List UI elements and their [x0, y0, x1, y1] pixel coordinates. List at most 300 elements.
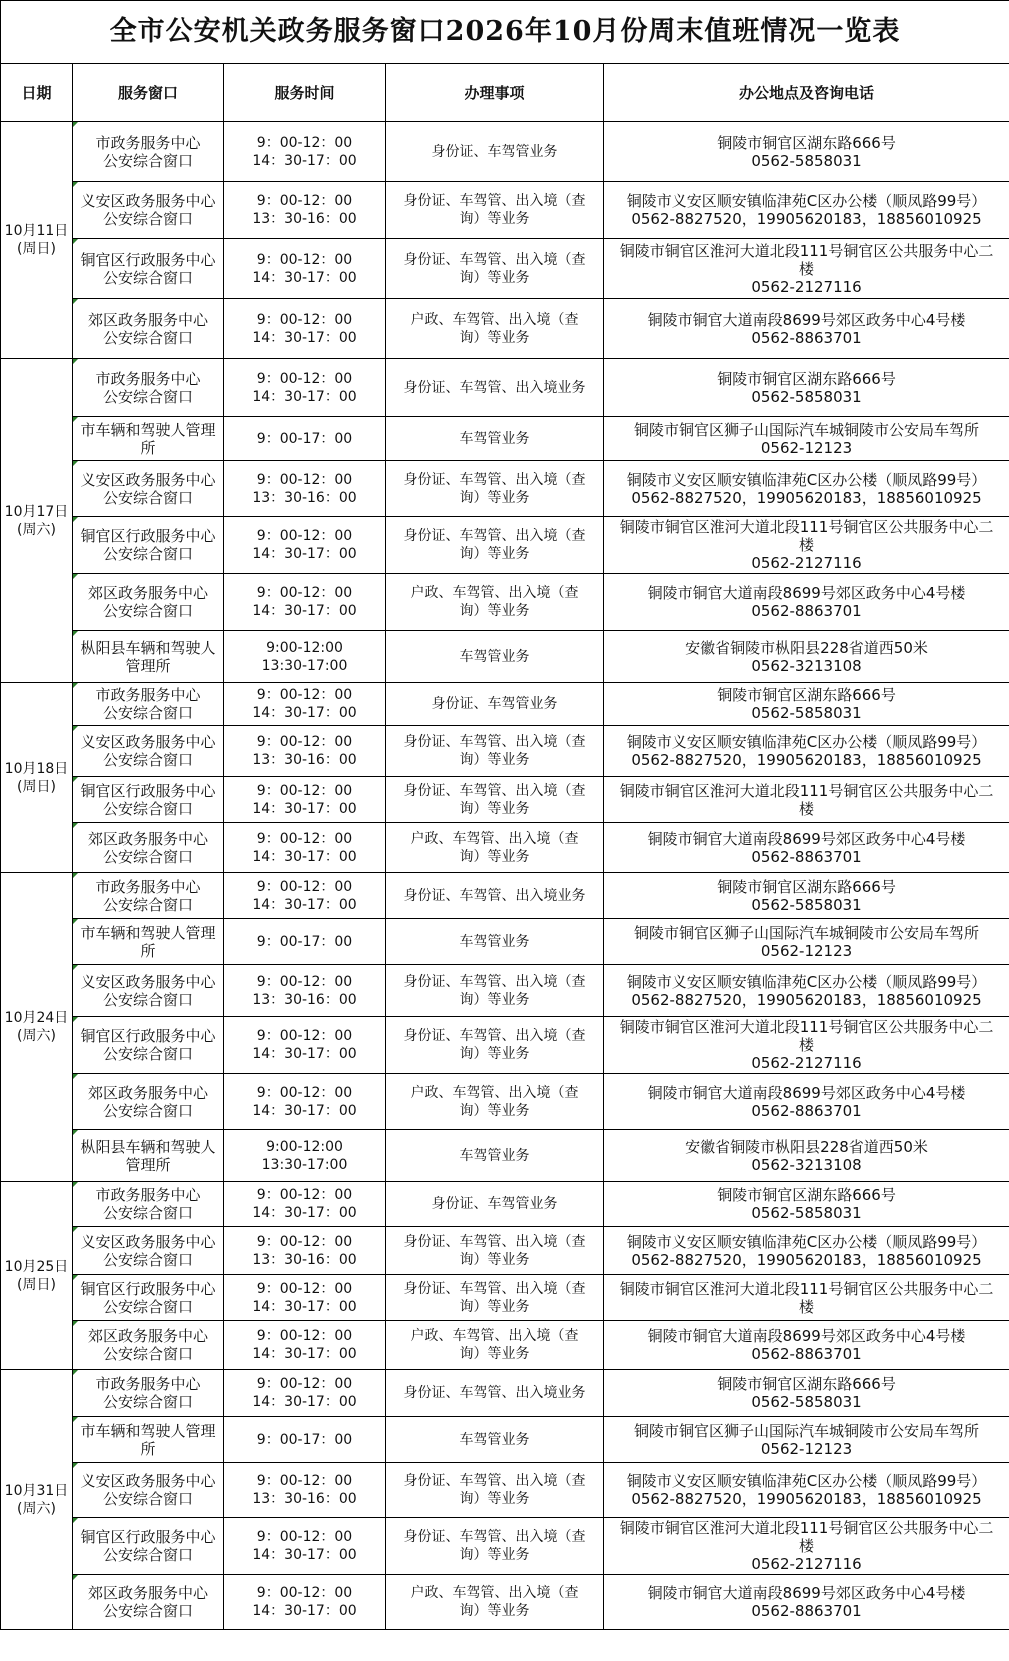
location-line: 铜陵市铜官大道南段8699号郊区政务中心4号楼: [647, 310, 966, 329]
time-line: 14：30-17：00: [252, 705, 357, 721]
date-cell: [1, 1370, 73, 1630]
window-line: 公安综合窗口: [102, 1490, 193, 1508]
matter-line: 身份证、车驾管、出入境（查: [403, 782, 586, 799]
window-line: 义安区政务服务中心: [80, 192, 216, 210]
window-line: 郊区政务服务中心: [87, 310, 208, 329]
matter-line: 身份证、车驾管业务: [431, 1196, 558, 1212]
location-cell: [604, 299, 1009, 359]
matter-line: 身份证、车驾管、出入境（查: [403, 973, 586, 990]
matter-line: 身份证、车驾管、出入境（查: [403, 1233, 586, 1250]
location-line: 0562-8827520，19905620183，18856010925: [631, 1490, 982, 1508]
matter-line: 户政、车驾管、出入境（查: [410, 311, 579, 328]
date-line: 10月24日: [4, 1010, 69, 1026]
time-cell: [224, 1017, 386, 1074]
window-cell: [73, 965, 224, 1017]
matter-line: 身份证、车驾管、出入境（查: [403, 251, 586, 268]
table-row: [1, 182, 1009, 239]
matter-line: 询）等业务: [459, 1102, 530, 1119]
window-cell: [73, 1518, 224, 1575]
location-cell: [604, 122, 1009, 182]
location-line: 铜陵市铜官区湖东路666号: [717, 1186, 896, 1204]
matter-line: 户政、车驾管、出入境（查: [410, 1328, 579, 1344]
matter-line: 车驾管业务: [459, 1431, 530, 1448]
location-line: 0562-8827520，19905620183，18856010925: [631, 210, 982, 228]
location-line: 铜陵市义安区顺安镇临津苑C区办公楼（顺凤路99号）: [626, 1232, 987, 1251]
window-line: 公安综合窗口: [102, 1297, 193, 1316]
window-line: 公安综合窗口: [102, 545, 193, 563]
location-cell: [604, 574, 1009, 631]
location-line: 0562-5858031: [751, 387, 862, 406]
time-line: 14：30-17：00: [252, 1298, 357, 1315]
location-cell: [604, 1017, 1009, 1074]
window-line: 公安综合窗口: [102, 799, 193, 818]
date-cell: [1, 359, 73, 683]
location-line: 0562-12123: [760, 941, 853, 960]
time-cell: [224, 823, 386, 873]
matter-cell: [386, 417, 604, 461]
time-cell: [224, 299, 386, 359]
window-cell: [73, 1370, 224, 1417]
location-line: 0562-8863701: [751, 1345, 862, 1363]
table-row: [1, 1575, 1009, 1630]
time-cell: [224, 1321, 386, 1370]
window-line: 公安综合窗口: [102, 990, 193, 1009]
time-cell: [224, 1463, 386, 1518]
window-line: 公安综合窗口: [102, 1546, 193, 1564]
window-line: 郊区政务服务中心: [87, 1327, 208, 1345]
time-cell: [224, 461, 386, 517]
location-line: 楼: [799, 536, 815, 554]
table-row: [1, 1518, 1009, 1575]
time-cell: [224, 726, 386, 777]
window-cell: [73, 122, 224, 182]
matter-cell: [386, 1575, 604, 1630]
table-row: [1, 1130, 1009, 1182]
window-cell: [73, 299, 224, 359]
location-line: 0562-2127116: [751, 1555, 862, 1573]
window-line: 义安区政务服务中心: [80, 733, 216, 751]
location-line: 铜陵市铜官区淮河大道北段111号铜官区公共服务中心二: [619, 1018, 994, 1036]
location-cell: [604, 239, 1009, 299]
matter-line: 询）等业务: [459, 269, 530, 286]
table-row: [1, 873, 1009, 919]
time-line: 9：00-12：00: [256, 311, 353, 328]
matter-line: 身份证、车驾管、出入境（查: [403, 193, 586, 209]
window-cell: [73, 417, 224, 461]
location-line: 铜陵市铜官区淮河大道北段111号铜官区公共服务中心二: [619, 1519, 994, 1537]
window-line: 公安综合窗口: [102, 151, 193, 170]
window-cell: [73, 182, 224, 239]
matter-cell: [386, 122, 604, 182]
time-cell: [224, 1074, 386, 1130]
time-line: 14：30-17：00: [252, 546, 357, 562]
window-line: 铜官区行政服务中心: [80, 250, 216, 269]
matter-line: 询）等业务: [459, 1547, 530, 1563]
location-cell: [604, 1417, 1009, 1463]
time-line: 9：00-12：00: [256, 528, 353, 544]
table-row: [1, 919, 1009, 965]
matter-cell: [386, 239, 604, 299]
window-cell: [73, 1463, 224, 1518]
date-line: 10月11日: [4, 223, 69, 239]
location-cell: [604, 1370, 1009, 1417]
time-line: 13:30-17:00: [261, 657, 348, 674]
matter-line: 询）等业务: [459, 1491, 530, 1507]
matter-cell: [386, 1370, 604, 1417]
time-line: 9：00-12：00: [256, 585, 353, 601]
date-line: (周日): [17, 778, 56, 795]
window-line: 铜官区行政服务中心: [80, 527, 216, 545]
window-cell: [73, 1182, 224, 1227]
time-cell: [224, 239, 386, 299]
location-line: 0562-8827520，19905620183，18856010925: [631, 751, 982, 769]
matter-line: 询）等业务: [459, 752, 530, 768]
matter-cell: [386, 461, 604, 517]
time-line: 9：00-17：00: [256, 1431, 353, 1448]
location-line: 铜陵市铜官区湖东路666号: [717, 369, 896, 388]
matter-line: 询）等业务: [459, 1346, 530, 1362]
time-line: 13：30-16：00: [252, 1251, 357, 1268]
location-line: 0562-2127116: [751, 1054, 862, 1072]
time-line: 9：00-12：00: [256, 1084, 353, 1101]
table-row: [1, 417, 1009, 461]
matter-line: 车驾管业务: [459, 933, 530, 950]
location-cell: [604, 726, 1009, 777]
location-line: 安徽省铜陵市枞阳县228省道西50米: [685, 638, 928, 657]
matter-cell: [386, 1182, 604, 1227]
location-line: 0562-8827520，19905620183，18856010925: [631, 1250, 982, 1269]
date-cell: [1, 873, 73, 1182]
window-line: 市政务服务中心: [95, 686, 201, 704]
time-line: 9：00-12：00: [256, 1028, 353, 1044]
window-line: 市政务服务中心: [95, 1375, 201, 1393]
location-line: 楼: [799, 1297, 815, 1316]
matter-cell: [386, 517, 604, 574]
location-line: 铜陵市铜官区湖东路666号: [717, 1375, 896, 1393]
window-cell: [73, 1074, 224, 1130]
window-cell: [73, 777, 224, 823]
location-cell: [604, 1074, 1009, 1130]
matter-cell: [386, 777, 604, 823]
location-line: 0562-8863701: [751, 328, 862, 347]
time-cell: [224, 683, 386, 726]
date-line: (周日): [17, 1276, 56, 1293]
window-line: 公安综合窗口: [102, 602, 193, 620]
location-cell: [604, 1227, 1009, 1275]
matter-line: 询）等业务: [459, 1046, 530, 1062]
matter-cell: [386, 1518, 604, 1575]
location-line: 铜陵市铜官大道南段8699号郊区政务中心4号楼: [647, 1327, 966, 1345]
window-line: 铜官区行政服务中心: [80, 1027, 216, 1045]
time-line: 14：30-17：00: [252, 388, 357, 405]
location-line: 铜陵市铜官区湖东路666号: [717, 133, 896, 152]
window-line: 义安区政务服务中心: [80, 1232, 216, 1251]
time-cell: [224, 873, 386, 919]
time-line: 9：00-12：00: [256, 1473, 353, 1489]
time-line: 13：30-16：00: [252, 1491, 357, 1507]
window-line: 郊区政务服务中心: [87, 1584, 208, 1602]
matter-line: 询）等业务: [459, 1251, 530, 1268]
window-line: 公安综合窗口: [102, 1393, 193, 1411]
time-cell: [224, 182, 386, 239]
window-cell: [73, 919, 224, 965]
date-cell: [1, 1182, 73, 1370]
header-matter: 办理事项: [386, 64, 604, 122]
location-line: 楼: [799, 799, 815, 818]
time-cell: [224, 631, 386, 683]
table-row: [1, 1370, 1009, 1417]
time-line: 9：00-12：00: [256, 471, 353, 488]
matter-line: 身份证、车驾管业务: [431, 143, 558, 160]
location-line: 铜陵市铜官区淮河大道北段111号铜官区公共服务中心二: [619, 781, 994, 800]
time-line: 14：30-17：00: [252, 1046, 357, 1062]
window-line: 公安综合窗口: [102, 1345, 193, 1363]
time-line: 9：00-12：00: [256, 1376, 353, 1392]
window-line: 市车辆和驾驶人管理: [80, 1421, 216, 1440]
location-cell: [604, 517, 1009, 574]
time-cell: [224, 965, 386, 1017]
location-cell: [604, 919, 1009, 965]
matter-cell: [386, 1463, 604, 1518]
window-cell: [73, 726, 224, 777]
time-line: 9：00-12：00: [256, 734, 353, 750]
matter-line: 身份证、车驾管、出入境（查: [403, 528, 586, 544]
location-cell: [604, 359, 1009, 417]
time-line: 9：00-17：00: [256, 933, 353, 950]
matter-cell: [386, 1275, 604, 1321]
time-cell: [224, 359, 386, 417]
window-line: 所: [140, 438, 156, 457]
time-line: 13：30-16：00: [252, 752, 357, 768]
window-line: 公安综合窗口: [102, 751, 193, 769]
location-line: 铜陵市义安区顺安镇临津苑C区办公楼（顺凤路99号）: [626, 192, 987, 210]
time-line: 14：30-17：00: [252, 152, 357, 169]
window-cell: [73, 1321, 224, 1370]
location-line: 0562-5858031: [751, 1204, 862, 1222]
schedule-body: [1, 122, 1009, 1630]
table-row: [1, 574, 1009, 631]
table-row: [1, 1275, 1009, 1321]
location-cell: [604, 1275, 1009, 1321]
header-date: 日期: [1, 64, 73, 122]
location-line: 铜陵市铜官区狮子山国际汽车城铜陵市公安局车驾所: [634, 923, 980, 942]
time-line: 14：30-17：00: [252, 896, 357, 913]
time-cell: [224, 1575, 386, 1630]
time-line: 14：30-17：00: [252, 1205, 357, 1221]
location-line: 0562-3213108: [751, 1155, 862, 1174]
location-line: 0562-8863701: [751, 602, 862, 620]
time-line: 14：30-17：00: [252, 1346, 357, 1362]
time-cell: [224, 1417, 386, 1463]
matter-line: 询）等业务: [459, 991, 530, 1008]
matter-line: 询）等业务: [459, 800, 530, 817]
matter-line: 询）等业务: [459, 1298, 530, 1315]
date-line: 10月17日: [4, 503, 69, 520]
date-line: (周六): [17, 1500, 56, 1517]
matter-line: 户政、车驾管、出入境（查: [410, 1585, 579, 1601]
matter-line: 身份证、车驾管、出入境（查: [403, 1028, 586, 1044]
table-row: [1, 823, 1009, 873]
location-line: 0562-2127116: [751, 277, 862, 296]
location-line: 铜陵市铜官区淮河大道北段111号铜官区公共服务中心二: [619, 241, 994, 260]
matter-line: 车驾管业务: [459, 648, 530, 665]
location-line: 0562-5858031: [751, 895, 862, 914]
time-line: 9：00-12：00: [256, 1233, 353, 1250]
date-line: 10月18日: [4, 760, 69, 777]
location-cell: [604, 182, 1009, 239]
time-line: 14：30-17：00: [252, 1547, 357, 1563]
window-line: 市政务服务中心: [95, 369, 201, 388]
window-cell: [73, 461, 224, 517]
window-line: 公安综合窗口: [102, 1602, 193, 1620]
matter-cell: [386, 182, 604, 239]
window-line: 枞阳县车辆和驾驶人: [80, 638, 216, 657]
location-line: 铜陵市铜官区湖东路666号: [717, 686, 896, 704]
matter-line: 身份证、车驾管、出入境业务: [403, 1385, 586, 1401]
window-line: 公安综合窗口: [102, 387, 193, 406]
matter-cell: [386, 299, 604, 359]
date-line: 10月31日: [4, 1482, 69, 1499]
header-row: [1, 64, 1009, 122]
time-line: 13：30-16：00: [252, 489, 357, 506]
matter-line: 户政、车驾管、出入境（查: [410, 585, 579, 601]
location-line: 0562-8863701: [751, 1602, 862, 1620]
time-line: 9：00-12：00: [256, 1529, 353, 1545]
matter-line: 身份证、车驾管、出入境（查: [403, 1473, 586, 1489]
time-cell: [224, 517, 386, 574]
location-cell: [604, 1518, 1009, 1575]
window-line: 公安综合窗口: [102, 1045, 193, 1063]
table-row: [1, 1463, 1009, 1518]
location-cell: [604, 1182, 1009, 1227]
table-row: [1, 631, 1009, 683]
table-row: [1, 1017, 1009, 1074]
time-line: 9：00-12：00: [256, 1328, 353, 1344]
matter-cell: [386, 1130, 604, 1182]
time-cell: [224, 1275, 386, 1321]
location-cell: [604, 1463, 1009, 1518]
window-line: 铜官区行政服务中心: [80, 1279, 216, 1298]
location-line: 铜陵市义安区顺安镇临津苑C区办公楼（顺凤路99号）: [626, 972, 987, 991]
time-line: 9:00-12:00: [266, 639, 343, 656]
matter-line: 询）等业务: [459, 546, 530, 562]
window-line: 枞阳县车辆和驾驶人: [80, 1137, 216, 1156]
window-cell: [73, 873, 224, 919]
window-line: 郊区政务服务中心: [87, 829, 208, 848]
date-cell: [1, 122, 73, 359]
time-line: 14：30-17：00: [252, 1102, 357, 1119]
window-line: 公安综合窗口: [102, 704, 193, 722]
matter-cell: [386, 1074, 604, 1130]
matter-cell: [386, 359, 604, 417]
matter-line: 询）等业务: [459, 489, 530, 506]
window-cell: [73, 517, 224, 574]
window-cell: [73, 574, 224, 631]
window-line: 公安综合窗口: [102, 328, 193, 347]
window-cell: [73, 683, 224, 726]
location-line: 铜陵市铜官区狮子山国际汽车城铜陵市公安局车驾所: [634, 420, 980, 439]
location-cell: [604, 1575, 1009, 1630]
window-line: 铜官区行政服务中心: [80, 781, 216, 800]
location-line: 0562-8863701: [751, 1101, 862, 1120]
time-line: 9：00-12：00: [256, 878, 353, 895]
table-row: [1, 1074, 1009, 1130]
location-line: 0562-5858031: [751, 151, 862, 170]
date-line: (周六): [17, 1028, 56, 1044]
window-line: 义安区政务服务中心: [80, 470, 216, 489]
matter-line: 车驾管业务: [459, 1147, 530, 1164]
location-line: 铜陵市铜官区湖东路666号: [717, 877, 896, 896]
window-line: 所: [140, 941, 156, 960]
time-line: 14：30-17：00: [252, 603, 357, 619]
window-line: 市车辆和驾驶人管理: [80, 420, 216, 439]
window-line: 公安综合窗口: [102, 1250, 193, 1269]
window-line: 公安综合窗口: [102, 488, 193, 507]
time-line: 13：30-16：00: [252, 991, 357, 1008]
date-line: (周六): [17, 521, 56, 538]
location-line: 铜陵市义安区顺安镇临津苑C区办公楼（顺凤路99号）: [626, 733, 987, 751]
location-cell: [604, 777, 1009, 823]
matter-cell: [386, 726, 604, 777]
window-cell: [73, 1130, 224, 1182]
time-line: 9：00-12：00: [256, 1187, 353, 1203]
matter-cell: [386, 1227, 604, 1275]
table-row: [1, 122, 1009, 182]
window-line: 义安区政务服务中心: [80, 972, 216, 991]
matter-cell: [386, 965, 604, 1017]
matter-line: 户政、车驾管、出入境（查: [410, 1084, 579, 1101]
time-cell: [224, 122, 386, 182]
window-line: 郊区政务服务中心: [87, 1083, 208, 1102]
time-line: 9：00-17：00: [256, 430, 353, 447]
location-cell: [604, 631, 1009, 683]
location-cell: [604, 1130, 1009, 1182]
time-line: 9：00-12：00: [256, 687, 353, 703]
matter-line: 询）等业务: [459, 603, 530, 619]
matter-line: 询）等业务: [459, 211, 530, 227]
matter-line: 身份证、车驾管、出入境（查: [403, 471, 586, 488]
time-line: 14：30-17：00: [252, 269, 357, 286]
window-line: 市车辆和驾驶人管理: [80, 923, 216, 942]
time-line: 9:00-12:00: [266, 1138, 343, 1155]
location-line: 铜陵市铜官区淮河大道北段111号铜官区公共服务中心二: [619, 1279, 994, 1298]
location-cell: [604, 1321, 1009, 1370]
matter-cell: [386, 683, 604, 726]
matter-cell: [386, 1417, 604, 1463]
matter-line: 户政、车驾管、出入境（查: [410, 830, 579, 847]
matter-line: 身份证、车驾管、出入境（查: [403, 1529, 586, 1545]
time-line: 13:30-17:00: [261, 1156, 348, 1173]
matter-line: 身份证、车驾管、出入境业务: [403, 887, 586, 904]
location-line: 0562-3213108: [751, 656, 862, 675]
location-cell: [604, 683, 1009, 726]
location-line: 0562-12123: [760, 438, 853, 457]
window-line: 公安综合窗口: [102, 847, 193, 866]
time-line: 14：30-17：00: [252, 1394, 357, 1410]
window-cell: [73, 1575, 224, 1630]
matter-cell: [386, 574, 604, 631]
matter-cell: [386, 823, 604, 873]
header-time: 服务时间: [224, 64, 386, 122]
time-cell: [224, 574, 386, 631]
time-line: 9：00-12：00: [256, 193, 353, 209]
matter-cell: [386, 1017, 604, 1074]
time-line: 14：30-17：00: [252, 329, 357, 346]
window-line: 郊区政务服务中心: [87, 584, 208, 602]
table-row: [1, 1182, 1009, 1227]
window-cell: [73, 631, 224, 683]
time-line: 9：00-12：00: [256, 370, 353, 387]
